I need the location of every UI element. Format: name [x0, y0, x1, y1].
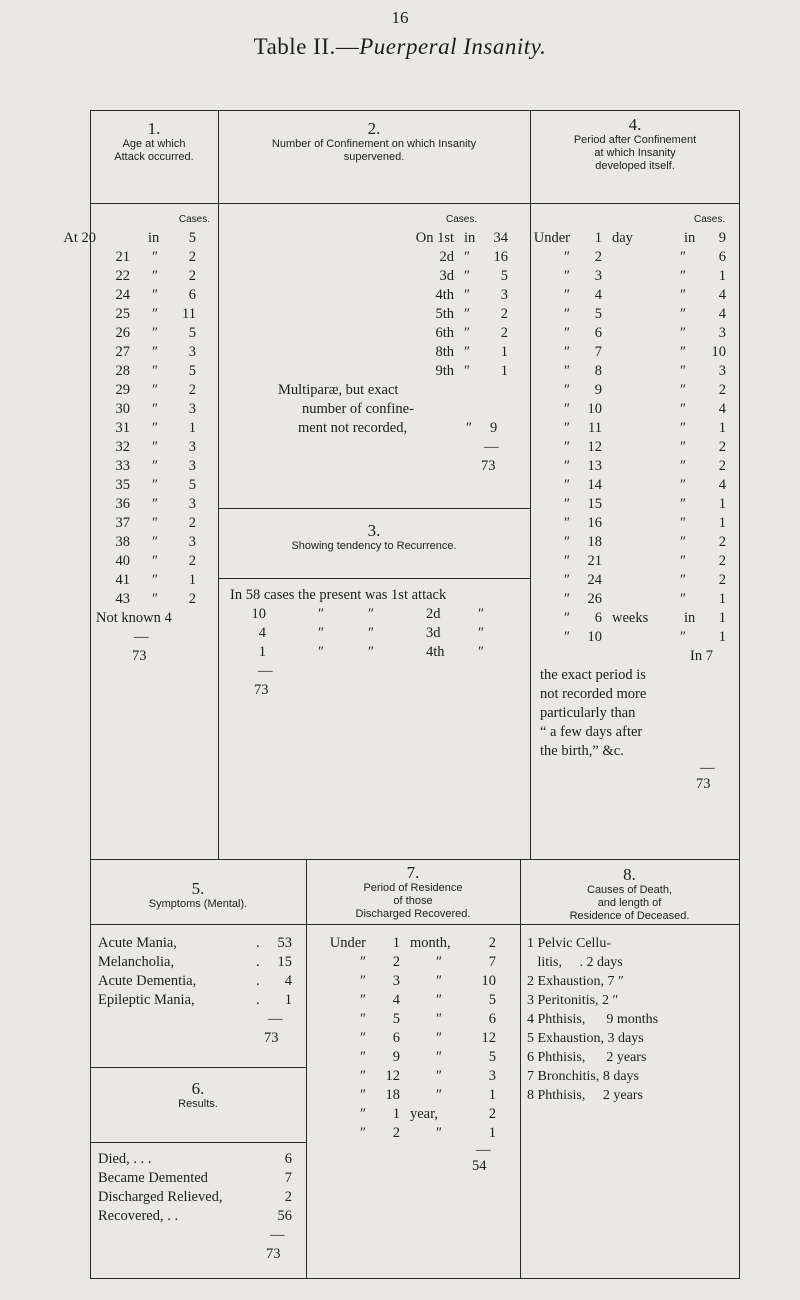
s4-row: ″ 18 ″ 2 — [563, 534, 726, 550]
s1-row: 36 ″ 3 — [115, 496, 196, 512]
s1-row: 21 ″ 2 — [115, 249, 196, 265]
s6-body — [96, 1150, 302, 1264]
s4-row: ″ 8 ″ 3 — [563, 363, 726, 379]
s6-row: Discharged Relieved, 2 — [98, 1189, 292, 1205]
s1-cases-label: Cases. — [178, 214, 210, 225]
s4-row: ″ 21 ″ 2 — [563, 553, 726, 569]
s8-line: 3 Peritonitis, 2 ″ — [527, 993, 619, 1008]
s7-row: ″ 5 ″ 6 — [359, 1011, 496, 1027]
s4-row: ″ 24 ″ 2 — [563, 572, 726, 588]
s8-line: litis, . 2 days — [527, 955, 623, 970]
s8-line: 8 Phthisis, 2 years — [527, 1088, 643, 1103]
s1-total: 73 — [132, 648, 147, 664]
s1-row: 37 ″ 2 — [115, 515, 196, 531]
s4-cases-label: Cases. — [694, 214, 726, 225]
s5-total: 73 — [264, 1030, 279, 1046]
s2-header: 2. Number of Confinement on which Insanity supervened. — [271, 119, 477, 163]
s8-line: 2 Exhaustion, 7 ″ — [527, 974, 624, 989]
s5-header: 5. Symptoms (Mental). — [148, 879, 248, 910]
rule-above-s6 — [90, 1067, 306, 1068]
s4-row: ″ 6 weeks in 1 — [563, 610, 726, 626]
s1-body — [63, 210, 216, 666]
s7-row: ″ 18 ″ 1 — [359, 1087, 496, 1103]
s6-row: Recovered, . . 56 — [98, 1208, 292, 1224]
s4-row: ″ 5 ″ 4 — [563, 306, 726, 322]
s4-in7: In 7 — [690, 648, 713, 664]
s4-row: ″ 10 ″ 4 — [563, 401, 726, 417]
s4-header: 4. Period after Confinement at which Insanity developed itself. — [573, 115, 697, 172]
s7-row: ″ 2 ″ 7 — [359, 954, 496, 970]
s2-row: 5th ″ 2 — [435, 306, 508, 322]
s4-note-line: “ a few days after — [540, 724, 643, 740]
s7-row: ″ 9 ″ 5 — [359, 1049, 496, 1065]
bottom-border — [90, 1278, 740, 1279]
s1-row: 38 ″ 3 — [115, 534, 196, 550]
s7-row: ″ 1 year, 2 — [359, 1106, 496, 1122]
s1-row: 32 ″ 3 — [115, 439, 196, 455]
s2-row: 6th ″ 2 — [435, 325, 508, 341]
s8-line: 7 Bronchitis, 8 days — [527, 1069, 639, 1084]
top-border — [90, 110, 740, 111]
s3-total: 73 — [254, 682, 269, 698]
s3-line1: In 58 cases the present was 1st attack — [230, 587, 447, 603]
s2-body — [218, 210, 530, 476]
s4-note-line: particularly than — [540, 705, 636, 721]
s1-row: 27 ″ 3 — [115, 344, 196, 360]
left-border — [90, 110, 91, 860]
s2-row: 8th ″ 1 — [435, 344, 508, 360]
s8-line: 1 Pelvic Cellu- — [527, 936, 611, 951]
s7-header: 7. Period of Residence of those Discharged Recovered. — [355, 863, 471, 920]
s1-header: 1. Age at which Attack occurred. — [114, 119, 194, 163]
s2-row: 4th ″ 3 — [435, 287, 508, 303]
s8-line: 6 Phthisis, 2 years — [527, 1050, 647, 1065]
s5-row: Melancholia, . 15 — [98, 954, 292, 970]
s1-dash: — — [134, 629, 149, 645]
s7-row: ″ 3 ″ 10 — [359, 973, 496, 989]
rule-above-s3 — [218, 508, 530, 509]
rule-below-s6 — [90, 1142, 306, 1143]
s2-dash: — — [484, 439, 499, 455]
s4-body — [530, 210, 740, 794]
s2-row: On 1st in 34 — [415, 230, 508, 246]
s1-not-known: Not known 4 — [96, 610, 172, 626]
s5-body — [96, 934, 302, 1048]
s4-row: ″ 12 ″ 2 — [563, 439, 726, 455]
s7-row: ″ 2 ″ 1 — [359, 1125, 496, 1141]
s7-dash: — — [476, 1142, 491, 1158]
s2-row: 2d ″ 16 — [439, 249, 508, 265]
s1-row: 40 ″ 2 — [115, 553, 196, 569]
s2-total: 73 — [481, 458, 496, 474]
s7-total: 54 — [472, 1158, 487, 1174]
s4-row: ″ 11 ″ 1 — [563, 420, 726, 436]
s1-row: At 20 in 5 — [63, 230, 196, 246]
s4-row: ″ 13 ″ 2 — [563, 458, 726, 474]
s5-dash: — — [268, 1011, 283, 1027]
s6-header: 6. Results. — [178, 1079, 218, 1110]
s2-row: 3d ″ 5 — [439, 268, 508, 284]
s4-row: ″ 10 ″ 1 — [563, 629, 726, 645]
s1-row: 41 ″ 1 — [115, 572, 196, 588]
s4-total: 73 — [696, 776, 711, 792]
s3-row: 1 ″ ″ 4th ″ — [258, 644, 485, 660]
bottom-header-rule — [90, 924, 740, 925]
s2-multi-1: Multiparæ, but exact — [278, 382, 399, 398]
s3-dash: — — [258, 663, 273, 679]
s3-row: 10 ″ ″ 2d ″ — [251, 606, 485, 622]
s6-dash: — — [270, 1227, 285, 1243]
s5-row: Acute Dementia, . 4 — [98, 973, 292, 989]
s7-body — [306, 934, 520, 1176]
s7-row: ″ 6 ″ 12 — [359, 1030, 496, 1046]
s4-row: ″ 7 ″ 10 — [563, 344, 726, 360]
s2-multi-2: number of confine- — [302, 401, 414, 417]
s1-row: 26 ″ 5 — [115, 325, 196, 341]
rule-below-s3 — [218, 578, 530, 579]
s4-row: ″ 4 ″ 4 — [563, 287, 726, 303]
s2-row: 9th ″ 1 — [435, 363, 508, 379]
s1-row: 28 ″ 5 — [115, 363, 196, 379]
s1-row: 31 ″ 1 — [115, 420, 196, 436]
s4-row: ″ 6 ″ 3 — [563, 325, 726, 341]
s5-row: Acute Mania, . 53 — [98, 935, 292, 951]
s7-row: ″ 4 ″ 5 — [359, 992, 496, 1008]
s1-row: 22 ″ 2 — [115, 268, 196, 284]
s4-row: ″ 3 ″ 1 — [563, 268, 726, 284]
s3-body — [218, 586, 530, 700]
s4-row: ″ 9 ″ 2 — [563, 382, 726, 398]
s4-dash: — — [700, 760, 715, 776]
s4-row: ″ 16 ″ 1 — [563, 515, 726, 531]
s4-note-line: the birth,” &c. — [540, 743, 624, 759]
s4-row: ″ 2 ″ 6 — [563, 249, 726, 265]
s8-body — [527, 934, 737, 1105]
s1-row: 33 ″ 3 — [115, 458, 196, 474]
bottom-left-border — [90, 859, 91, 1279]
s4-note-line: not recorded more — [540, 686, 647, 702]
s1-row: 30 ″ 3 — [115, 401, 196, 417]
s6-row: Died, . . . 6 — [98, 1151, 292, 1167]
s7-row: ″ 12 ″ 3 — [359, 1068, 496, 1084]
s6-total: 73 — [266, 1246, 281, 1262]
s8-line: 5 Exhaustion, 3 days — [527, 1031, 644, 1046]
middle-border — [90, 859, 740, 860]
s3-row: 4 ″ ″ 3d ″ — [258, 625, 485, 641]
s1-row: 43 ″ 2 — [115, 591, 196, 607]
page-number: 16 — [391, 8, 409, 27]
s1-row: 25 ″ 11 — [115, 306, 196, 322]
s1-row: 24 ″ 6 — [115, 287, 196, 303]
s7-row: Under 1 month, 2 — [329, 935, 496, 951]
s8-line: 4 Phthisis, 9 months — [527, 1012, 659, 1027]
s4-row: Under 1 day in 9 — [533, 230, 726, 246]
table-title: Table II.—Puerperal Insanity. — [253, 34, 547, 59]
header-rule-top — [90, 203, 740, 204]
s1-row: 35 ″ 5 — [115, 477, 196, 493]
s2-cases-label: Cases. — [446, 214, 478, 225]
s6-row: Became Demented 7 — [98, 1170, 292, 1186]
bottom-right-border — [739, 859, 740, 1279]
s4-row: ″ 14 ″ 4 — [563, 477, 726, 493]
s4-note-line: the exact period is — [540, 667, 646, 683]
s8-header: 8. Causes of Death, and length of Residence of Deceased. — [569, 865, 690, 922]
s4-row: ″ 26 ″ 1 — [563, 591, 726, 607]
s3-header: 3. Showing tendency to Recurrence. — [291, 521, 457, 552]
s1-row: 29 ″ 2 — [115, 382, 196, 398]
s4-row: ″ 15 ″ 1 — [563, 496, 726, 512]
s5-row: Epileptic Mania, . 1 — [98, 992, 292, 1008]
s2-multi-3: ment not recorded, ″ 9 — [298, 420, 498, 436]
